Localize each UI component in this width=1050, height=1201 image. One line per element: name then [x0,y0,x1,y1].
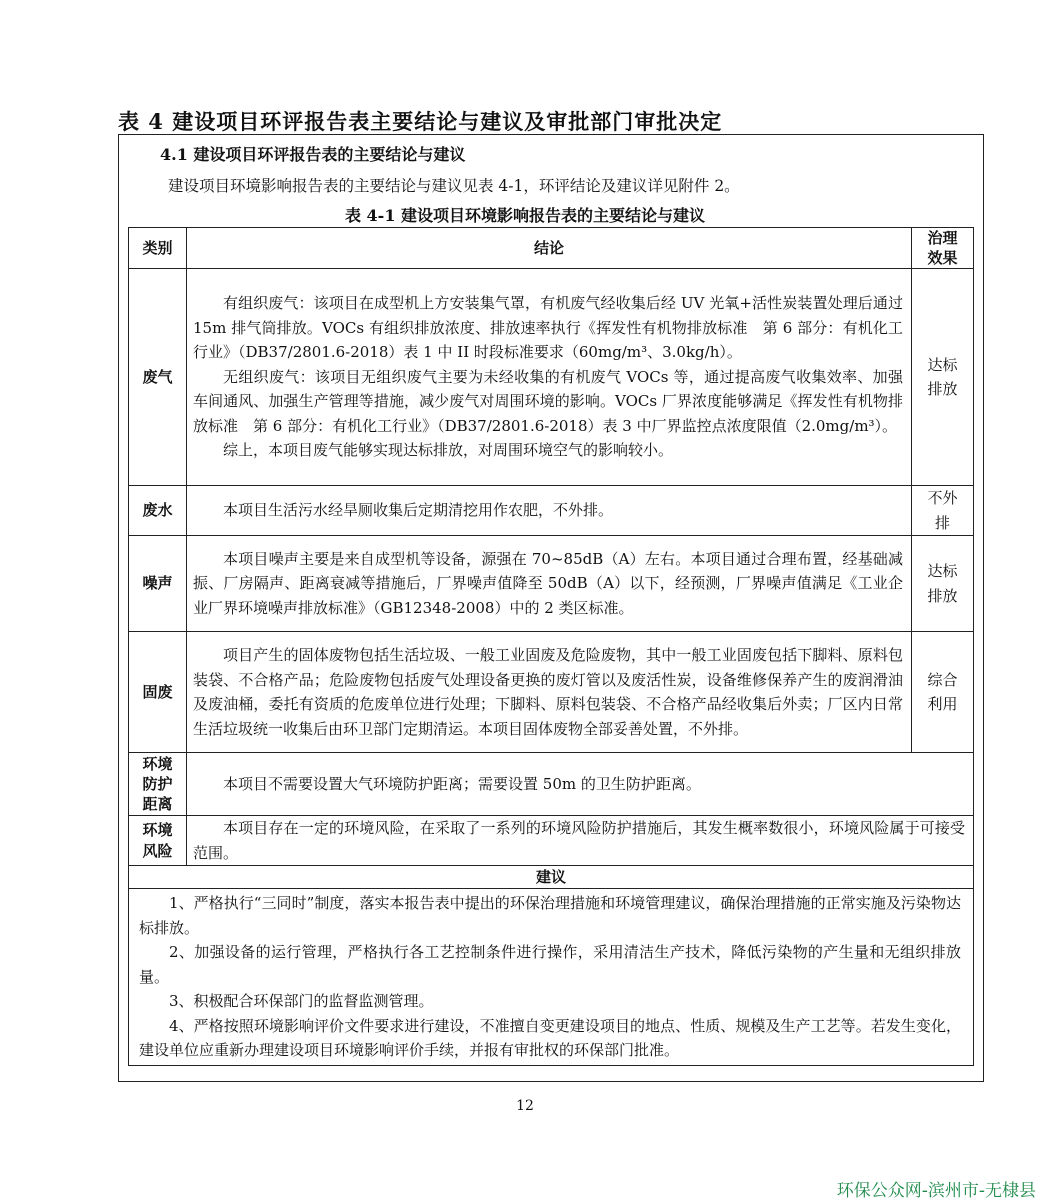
risk-paragraph-1: 本项目存在一定的环境风险，在采取了一系列的环境风险防护措施后，其发生概率数很小，环境风险属于可接受范围。 [193,819,965,862]
conclusion-gas [187,269,912,486]
result-gas [912,269,974,486]
conclusion-water [187,486,912,536]
recommendations-row [129,889,974,1066]
gas-paragraph-3: 综上，本项目废气能够实现达标排放，对周围环境空气的影响较小。 [223,441,674,460]
protection-paragraph-1: 本项目不需要设置大气环境防护距离；需要设置 50m 的卫生防护距离。 [223,774,701,793]
conclusion-risk [187,816,974,866]
result-solid [912,632,974,753]
table-row-solid [129,632,974,753]
recommendation-item-4: 4、严格按照环境影响评价文件要求进行建设，不准擅自变更建设项目的地点、性质、规模及生产工艺等。若发生变化，建设单位应重新办理建设项目环境影响评价手续，并报有审批权的环保部门批准。 [139,1016,961,1059]
result-water-line2: 排 [934,513,950,532]
category-risk [129,816,187,866]
conclusion-protection [187,753,974,816]
page-title: 表 4 建设项目环评报告表主要结论与建议及审批部门审批决定 [118,109,723,134]
table-row-risk [129,816,974,866]
source-watermark: 环保公众网-滨州市-无棣县 [836,1181,1036,1201]
recommendation-item-2: 2、加强设备的运行管理，严格执行各工艺控制条件进行操作，采用清洁生产技术，降低污染物的产生量和无组织排放量。 [139,943,961,986]
recommendations-title-row [129,866,974,889]
result-water-line1: 不外 [927,489,958,507]
conclusions-table [128,227,974,1066]
intro-paragraph: 建设项目环境影响报告表的主要结论与建议见表 4-1，环评结论及建议详见附件 2。 [168,177,740,195]
recommendations-title: 建议 [129,866,974,889]
conclusion-solid [187,632,912,753]
gas-paragraph-1: 有组织废气：该项目在成型机上方安装集气罩，有机废气经收集后经 UV 光氧+活性炭装置处理后通过 15m 排气筒排放。VOCs 有组织排放浓度、排放速率执行《挥发性有机物排放标准 第 6 部分：有机化工行业》（DB37/2801.6-2018）表 1 中 II 时段标准要求（60mg/m³、3.0kg/h）。 [193,294,903,362]
result-water [912,486,974,536]
recommendations-body [129,889,974,1066]
table-row-noise [129,536,974,632]
table-row-protection [129,753,974,816]
recommendation-item-1: 1、严格执行“三同时”制度，落实本报告表中提出的环保治理措施和环境管理建议，确保治理措施的正常实施及污染物达标排放。 [139,894,961,937]
category-solid: 固废 [129,632,187,753]
result-noise-line2: 排放 [927,586,958,605]
water-paragraph-1: 本项目生活污水经旱厕收集后定期清挖用作农肥，不外排。 [223,501,614,520]
header-conclusion: 结论 [187,228,912,269]
header-result-line1: 治理 [927,229,958,247]
category-noise: 噪声 [129,536,187,632]
category-water: 废水 [129,486,187,536]
category-protection-line1: 环境 [142,755,173,773]
result-solid-line2: 利用 [927,695,958,713]
category-protection [129,753,187,816]
category-gas: 废气 [129,269,187,486]
table-title: 表 4-1 建设项目环境影响报告表的主要结论与建议 [344,206,706,225]
result-noise [912,536,974,632]
category-risk-line1: 环境 [142,820,173,839]
category-protection-line3: 距离 [142,795,173,813]
category-risk-line2: 风险 [142,841,173,860]
solid-paragraph-1: 项目产生的固体废物包括生活垃圾、一般工业固废及危险废物，其中一般工业固废包括下脚料、原料包装袋、不合格产品；危险废物包括废气处理设备更换的废灯管以及废活性炭，设备维修保养产生的废润滑油及废油桶，委托有资质的危废单位进行处理；下脚料、原料包装袋、不合格产品经收集后外卖；厂区内日常生活垃圾统一收集后由环卫部门定期清运。本项目固体废物全部妥善处置，不外排。 [193,646,903,738]
header-category: 类别 [129,228,187,269]
section-heading: 4.1 建设项目环评报告表的主要结论与建议 [160,145,466,164]
table-header-row [129,228,974,269]
noise-paragraph-1: 本项目噪声主要是来自成型机等设备，源强在 70~85dB（A）左右。本项目通过合理布置，经基础减振、厂房隔声、距离衰减等措施后，厂界噪声值降至 50dB（A）以下，经预测，厂界噪声值满足《工业企业厂界环境噪声排放标准》（GB12348-2008）中的 2 类区标准。 [193,549,903,617]
result-solid-line1: 综合 [927,670,958,689]
header-result-line2: 效果 [927,249,958,267]
gas-paragraph-2: 无组织废气：该项目无组织废气主要为未经收集的有机废气 VOCs 等，通过提高废气收集效率、加强车间通风、加强生产管理等措施，减少废气对周围环境的影响。VOCs 厂界浓度能够满足《挥发性有机物排放标准 第 6 部分：有机化工行业》（DB37/2801.6-2018）表 3 中厂界监控点浓度限值（2.0mg/m³）。 [193,367,903,435]
conclusion-noise [187,536,912,632]
result-noise-line1: 达标 [927,562,958,580]
page-number: 12 [516,1098,534,1114]
result-gas-line1: 达标 [927,355,958,374]
recommendation-item-3: 3、积极配合环保部门的监督监测管理。 [169,992,434,1010]
category-protection-line2: 防护 [142,775,173,793]
table-row-gas [129,269,974,486]
header-result [912,228,974,269]
result-gas-line2: 排放 [927,380,958,398]
table-row-water [129,486,974,536]
